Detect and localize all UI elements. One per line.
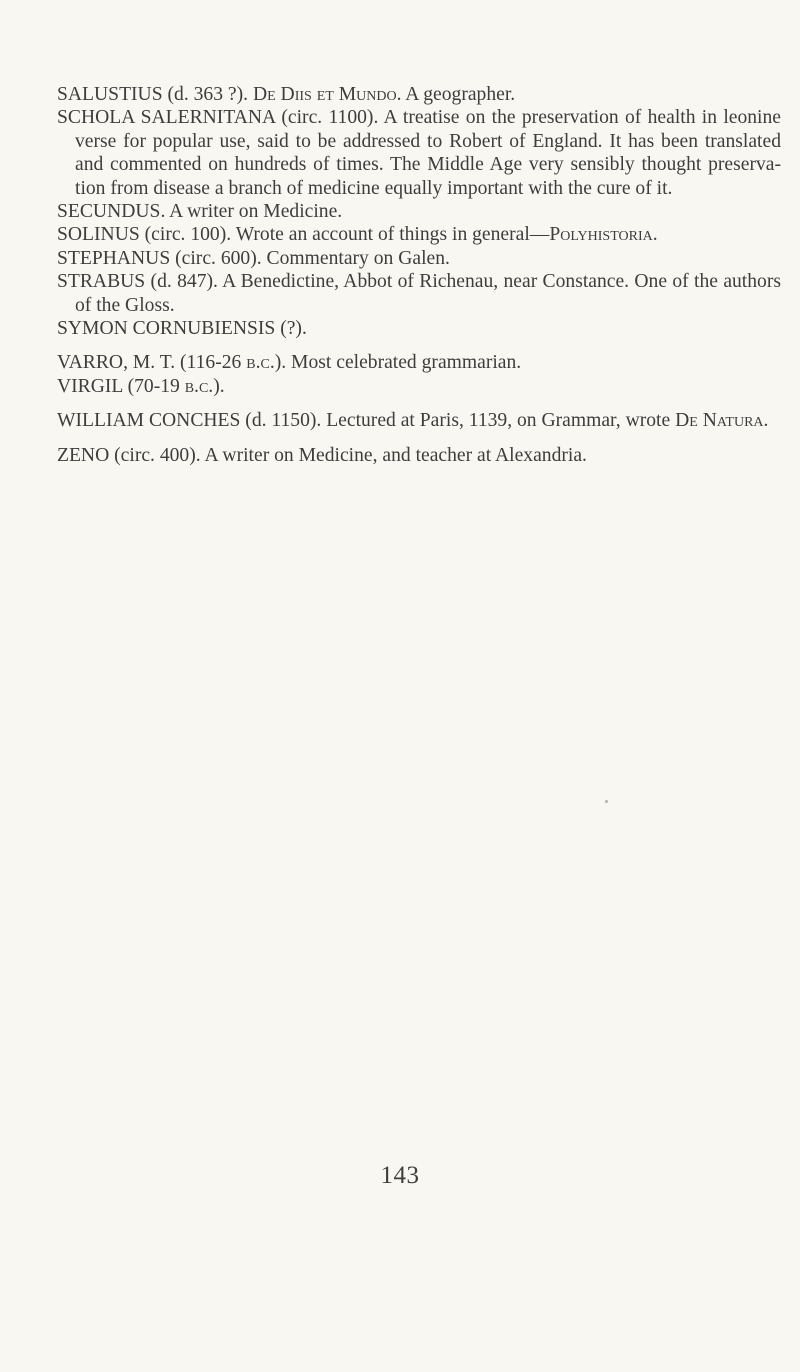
entry-solinus <box>57 223 781 246</box>
entry-text: . A writer on Medicine. <box>160 201 343 223</box>
entry-virgil <box>57 375 781 398</box>
entry-strabus <box>57 270 781 317</box>
entry-zeno <box>57 444 781 467</box>
entry-name: SYMON CORNUBIENSIS <box>57 318 276 340</box>
entry-text: (d. 1150). Lectured at Paris, 1139, on Grammar, wrote <box>240 410 676 432</box>
entry-text: (circ. 400). A writer on Medicine, and teacher at Alexandria. <box>109 444 587 466</box>
entry-text: (circ. 600). Commentary on Galen. <box>170 247 450 269</box>
entry-stephanus <box>57 247 781 270</box>
spacer <box>57 433 781 444</box>
entry-text: (70-19 <box>122 375 185 397</box>
spacer <box>57 340 781 351</box>
spacer <box>57 398 781 409</box>
era-label: b.c. <box>184 375 214 397</box>
entry-symon-cornubiensis <box>57 317 781 340</box>
entry-text: (circ. 100). Wrote an account of things in general— <box>139 224 550 246</box>
entry-text: . <box>763 410 769 432</box>
entry-text: ). <box>213 375 225 397</box>
entry-secundus <box>57 200 781 223</box>
entry-name: STRABUS <box>57 271 146 293</box>
entry-text: (?). <box>275 318 307 340</box>
entry-text: (circ. 1100). A treatise on the preservation of health in leonine verse for popular use, said to be addressed to Robert of England. It has been translated and commented on hundreds of times. The Middle Age very sensibly thought preservation from disease a branch of medicine equally important with the cure of it. <box>75 107 781 199</box>
entry-varro <box>57 351 781 374</box>
work-title: Polyhistoria <box>549 224 653 246</box>
entry-salustius <box>57 83 781 106</box>
work-title: De Natura <box>675 410 764 432</box>
entry-name: SCHOLA SALERNITANA <box>57 107 276 129</box>
entry-text: , M. T. (116-26 <box>123 352 247 374</box>
entry-text: . <box>652 224 658 246</box>
entry-text: (d. 847). A Benedictine, Abbot of Richenau, near Constance. One of the authors of the Gloss. <box>75 271 781 316</box>
entry-name: VARRO <box>57 352 124 374</box>
entry-name: SALUSTIUS <box>57 84 163 105</box>
entry-name: STEPHANUS <box>57 247 171 269</box>
entry-william-conches <box>57 409 781 432</box>
entry-name: VIRGIL <box>57 375 123 397</box>
entry-name: SOLINUS <box>57 224 140 246</box>
entry-name: ZENO <box>57 444 110 466</box>
work-title: De Diis et Mundo <box>252 84 397 105</box>
entry-text: ). Most celebrated grammarian. <box>274 352 522 374</box>
page-body <box>57 83 781 467</box>
paper-speck <box>605 800 608 803</box>
entry-text: . A geographer. <box>396 84 516 105</box>
page-number: 143 <box>380 1162 420 1189</box>
entry-text: (d. 363 ?). <box>162 84 253 105</box>
entry-name: SECUNDUS <box>57 201 161 223</box>
entry-schola-salernitana <box>57 106 781 200</box>
era-label: b.c. <box>246 352 275 374</box>
entry-name: WILLIAM CONCHES <box>57 410 241 432</box>
